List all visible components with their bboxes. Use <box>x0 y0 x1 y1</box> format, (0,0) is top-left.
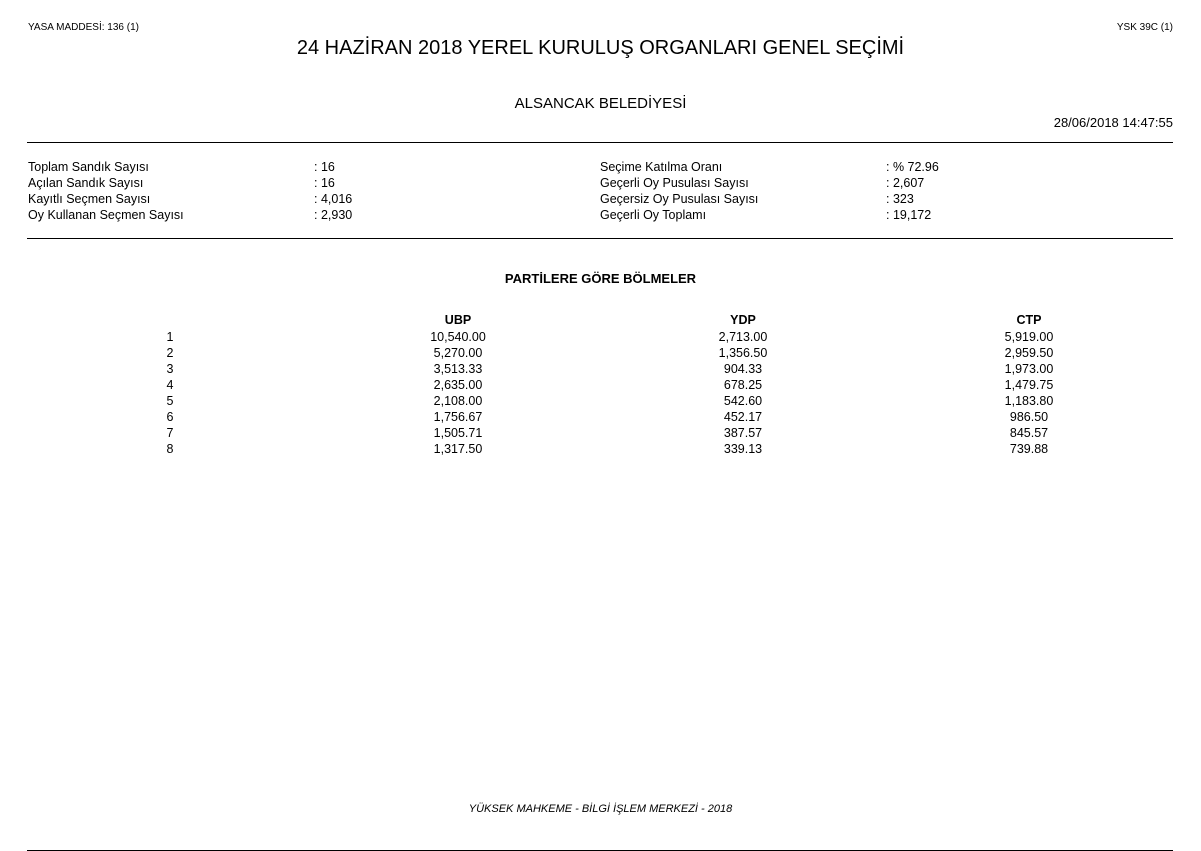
ydp-value: 1,356.50 <box>718 346 768 360</box>
stat-label: Seçime Katılma Oranı <box>600 160 723 174</box>
divider-middle <box>27 238 1173 239</box>
table-row <box>140 441 1140 457</box>
row-index: 3 <box>166 362 174 376</box>
ydp-value: 339.13 <box>723 442 763 456</box>
ctp-value: 1,479.75 <box>1004 378 1054 392</box>
stat-value: : 2,930 <box>314 208 353 222</box>
report-datetime: 28/06/2018 14:47:55 <box>1053 115 1173 130</box>
stat-row <box>28 159 588 175</box>
ydp-value: 387.57 <box>723 426 763 440</box>
row-index: 7 <box>166 426 174 440</box>
stat-row <box>600 175 1160 191</box>
ubp-value: 10,540.00 <box>430 330 486 344</box>
stat-row <box>600 159 1160 175</box>
ctp-value: 1,183.80 <box>1004 394 1054 408</box>
stat-label: Toplam Sandık Sayısı <box>28 160 149 174</box>
stat-label: Kayıtlı Seçmen Sayısı <box>28 192 151 206</box>
table-row <box>140 329 1140 345</box>
stat-label: Geçerli Oy Pusulası Sayısı <box>600 176 749 190</box>
stat-row <box>28 191 588 207</box>
table-row <box>140 345 1140 361</box>
row-index: 6 <box>166 410 174 424</box>
stat-label: Geçersiz Oy Pusulası Sayısı <box>600 192 759 206</box>
table-row <box>140 361 1140 377</box>
ubp-value: 1,505.71 <box>433 426 483 440</box>
section-title: PARTİLERE GÖRE BÖLMELER <box>504 271 697 286</box>
stat-value: : 323 <box>886 192 914 206</box>
ctp-value: 845.57 <box>1009 426 1049 440</box>
party-header-ubp: UBP <box>444 313 472 327</box>
table-row <box>140 409 1140 425</box>
footer-text: YÜKSEK MAHKEME - BİLGİ İŞLEM MERKEZİ - 2018 <box>468 803 733 815</box>
stat-row <box>28 175 588 191</box>
page-title: 24 HAZİRAN 2018 YEREL KURULUŞ ORGANLARI GENEL SEÇİMİ <box>296 37 905 59</box>
ydp-value: 904.33 <box>723 362 763 376</box>
stat-label: Açılan Sandık Sayısı <box>28 176 144 190</box>
ydp-value: 542.60 <box>723 394 763 408</box>
ctp-value: 1,973.00 <box>1004 362 1054 376</box>
divider-top <box>27 142 1173 143</box>
stat-row <box>600 207 1160 223</box>
stat-label: Oy Kullanan Seçmen Sayısı <box>28 208 184 222</box>
party-header-ctp: CTP <box>1016 313 1042 327</box>
stat-value: : 19,172 <box>886 208 932 222</box>
municipality-name: ALSANCAK BELEDİYESİ <box>514 95 687 112</box>
row-index: 2 <box>166 346 174 360</box>
stats-right <box>600 159 1160 223</box>
stat-value: : 4,016 <box>314 192 353 206</box>
stat-label: Geçerli Oy Toplamı <box>600 208 707 222</box>
law-reference: YASA MADDESİ: 136 (1) <box>28 22 139 33</box>
stat-value: : 2,607 <box>886 176 925 190</box>
table-row <box>140 425 1140 441</box>
form-code: YSK 39C (1) <box>1116 22 1173 33</box>
stat-value: : 16 <box>314 160 335 174</box>
row-index: 4 <box>166 378 174 392</box>
ubp-value: 2,108.00 <box>433 394 483 408</box>
ctp-value: 5,919.00 <box>1004 330 1054 344</box>
row-index: 5 <box>166 394 174 408</box>
divisions-table <box>140 329 1140 457</box>
table-row <box>140 377 1140 393</box>
stats-left <box>28 159 588 223</box>
stat-value: : % 72.96 <box>886 160 939 174</box>
ubp-value: 3,513.33 <box>433 362 483 376</box>
party-header-ydp: YDP <box>730 313 756 327</box>
stat-value: : 16 <box>314 176 335 190</box>
stat-row <box>600 191 1160 207</box>
ydp-value: 2,713.00 <box>718 330 768 344</box>
ydp-value: 678.25 <box>723 378 763 392</box>
ubp-value: 5,270.00 <box>433 346 483 360</box>
ctp-value: 739.88 <box>1009 442 1049 456</box>
ctp-value: 2,959.50 <box>1004 346 1054 360</box>
ubp-value: 1,317.50 <box>433 442 483 456</box>
ydp-value: 452.17 <box>723 410 763 424</box>
ctp-value: 986.50 <box>1009 410 1049 424</box>
row-index: 1 <box>166 330 174 344</box>
table-row <box>140 393 1140 409</box>
ubp-value: 1,756.67 <box>433 410 483 424</box>
ubp-value: 2,635.00 <box>433 378 483 392</box>
stat-row <box>28 207 588 223</box>
row-index: 8 <box>166 442 174 456</box>
